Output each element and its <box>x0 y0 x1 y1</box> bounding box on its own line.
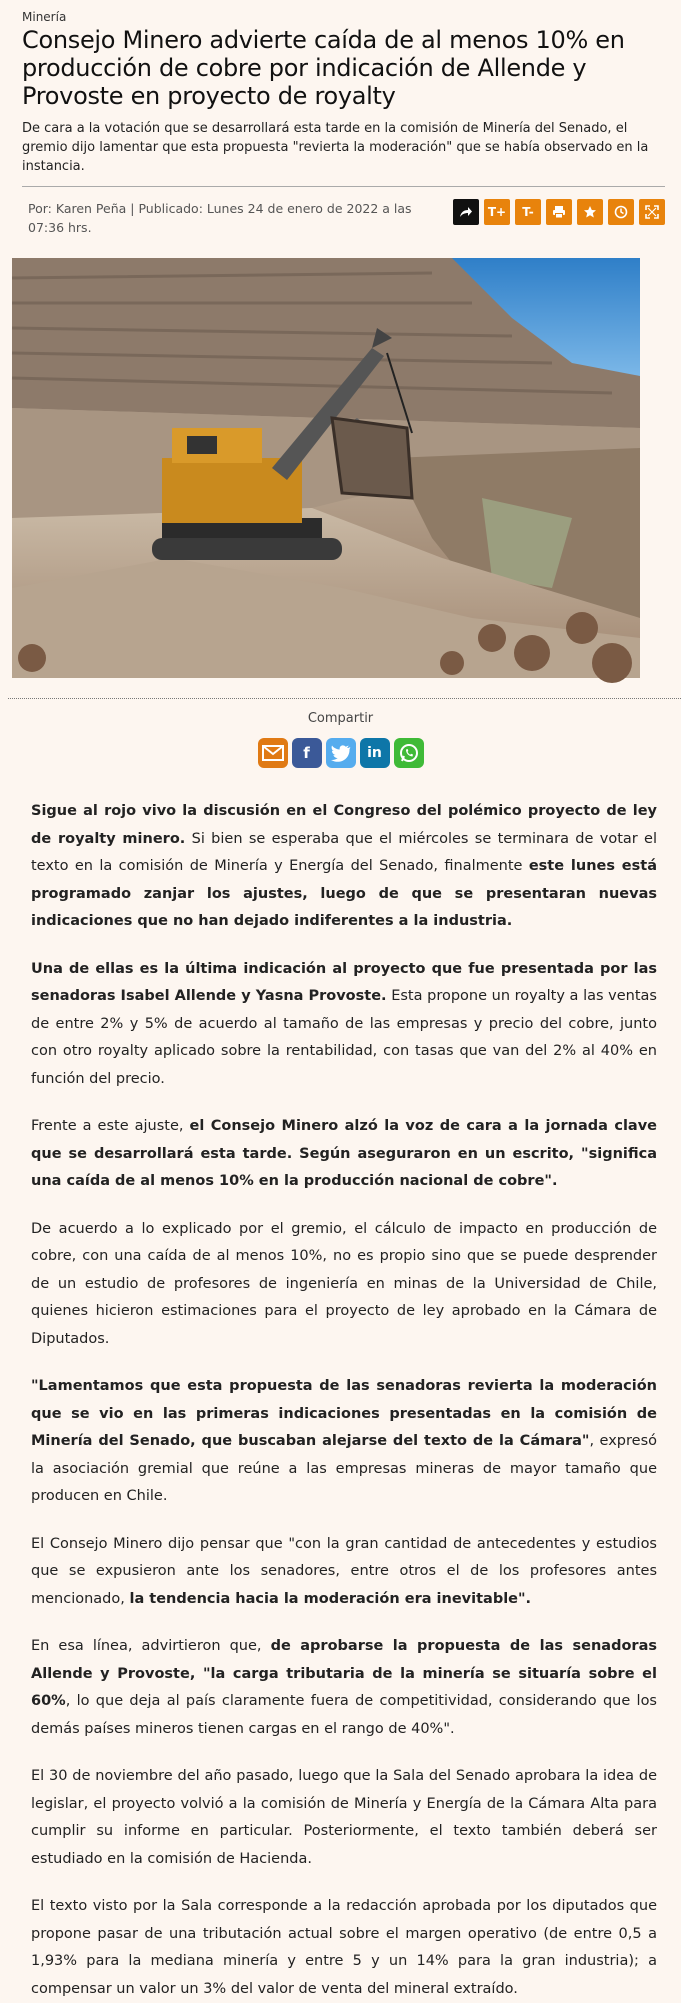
linkedin-icon[interactable]: in <box>360 738 390 768</box>
email-icon[interactable] <box>258 738 288 768</box>
lead-summary: De cara a la votación que se desarrollará esta tarde en la comisión de Minería del Senado, el gremio dijo lamentar que esta propuesta "revierta la moderación" que se había observado en la instancia. <box>22 121 649 174</box>
share-label: Compartir <box>307 711 374 726</box>
text-run: El Consejo Minero dijo pensar que "con la gran cantidad de antecedentes y estudios que se expusieron ante los senadores, entre otros el de los profesores antes mencionado, <box>31 1535 657 1607</box>
fullscreen-icon[interactable] <box>639 199 665 225</box>
whatsapp-icon[interactable] <box>394 738 424 768</box>
printer-icon[interactable] <box>546 199 572 225</box>
text-run: , lo que deja al país claramente fuera de competitividad, considerando que los demás países mineros tienen cargas en el rango de 40%". <box>31 1693 657 1737</box>
clock-icon[interactable] <box>608 199 634 225</box>
article-paragraph <box>31 1531 657 1614</box>
text-run: En esa línea, advirtieron que, <box>31 1638 271 1654</box>
star-icon[interactable] <box>577 199 603 225</box>
article-paragraph <box>31 798 657 936</box>
article-paragraph <box>31 1216 657 1354</box>
bold-text: la tendencia hacia la moderación era inevitable". <box>129 1590 532 1607</box>
headline: Consejo Minero advierte caída de al menos 10% en producción de cobre por indicación de Allende y Provoste en proyecto de royalty <box>22 26 625 110</box>
share-arrow-icon[interactable] <box>453 199 479 225</box>
text-run: Esta propone un royalty a las ventas de entre 2% y 5% de acuerdo al tamaño de las empresas y precio del cobre, junto con otro royalty aplicado sobre la rentabilidad, con tasas que van del 2% al 40% en función del precio. <box>31 988 657 1087</box>
section-label[interactable]: Minería <box>22 10 67 24</box>
bold-text: de aprobarse la propuesta de las senadoras Allende y Provoste, "la carga tributaria de la minería se situaría sobre el 60% <box>31 1638 657 1709</box>
bold-text: este lunes está programado zanjar los ajustes, luego de que se presentaran nuevas indicaciones que no han dejado indiferentes a la industria. <box>31 858 657 929</box>
article-header <box>0 0 681 252</box>
article-paragraph <box>31 1373 657 1511</box>
share-buttons <box>0 738 681 768</box>
divider <box>8 698 681 699</box>
byline: Por: Karen Peña | Publicado: Lunes 24 de enero de 2022 a las 07:36 hrs. <box>28 201 412 235</box>
facebook-icon[interactable]: f <box>292 738 322 768</box>
bold-text: el Consejo Minero alzó la voz de cara a la jornada clave que se desarrollará esta tarde. Según aseguraron en un escrito, "significa una caída de al menos 10% en la producción nacional de cobre". <box>31 1118 657 1189</box>
text-run: Si bien se esperaba que el miércoles se terminara de votar el texto en la comisión de Minería y Energía del Senado, finalmente <box>31 830 657 874</box>
article-paragraph <box>31 1113 657 1196</box>
bold-text: Sigue al rojo vivo la discusión en el Congreso del polémico proyecto de ley de royalty minero. <box>31 803 657 847</box>
article-paragraph <box>31 956 657 1094</box>
meta-bar <box>22 186 665 252</box>
text-run: De acuerdo a lo explicado por el gremio, el cálculo de impacto en producción de cobre, con una caída de al menos 10%, no es propio sino que se puede desprender de un estudio de profesores de ingeniería en minas de la Universidad de Chile, quienes hicieron estimaciones para el proyecto de ley aprobado en la Cámara de Diputados. <box>31 1220 657 1347</box>
article-body <box>0 768 681 2003</box>
twitter-icon[interactable] <box>326 738 356 768</box>
text-run: El 30 de noviembre del año pasado, luego que la Sala del Senado aprobara la idea de legislar, el proyecto volvió a la comisión de Minería y Energía de la Cámara Alta para cumplir su informe en particular. Posteriormente, el texto también deberá ser estudiado en la comisión de Hacienda. <box>31 1768 657 1867</box>
font-increase-button[interactable]: T+ <box>484 199 510 225</box>
article-paragraph <box>31 1893 657 2003</box>
article-paragraph <box>31 1633 657 1743</box>
text-run: Frente a este ajuste, <box>31 1118 190 1134</box>
bold-text: Una de ellas es la última indicación al proyecto que fue presentada por las senadoras Isabel Allende y Yasna Provoste. <box>31 960 657 1004</box>
mining-scene-illustration <box>12 258 640 678</box>
text-run: , expresó la asociación gremial que reúne a las empresas mineras de mayor tamaño que producen en Chile. <box>31 1433 657 1504</box>
article-photo-mining-shovel <box>12 258 640 678</box>
bold-text: "Lamentamos que esta propuesta de las senadoras revierta la moderación que se vio en las primeras indicaciones presentadas en la comisión de Minería del Senado, que buscaban alejarse del texto de la Cámara" <box>31 1378 657 1449</box>
font-decrease-button[interactable]: T- <box>515 199 541 225</box>
article-paragraph <box>31 1763 657 1873</box>
text-run: El texto visto por la Sala corresponde a la redacción aprobada por los diputados que propone pasar de una tributación actual sobre el margen operativo (de entre 0,5 a 1,93% para la mediana minería y entre 5 y un 14% para la gran industria); a compensar un valor un 3% del valor de venta del mineral extraído. <box>31 1898 657 1997</box>
article-tools <box>453 199 665 225</box>
